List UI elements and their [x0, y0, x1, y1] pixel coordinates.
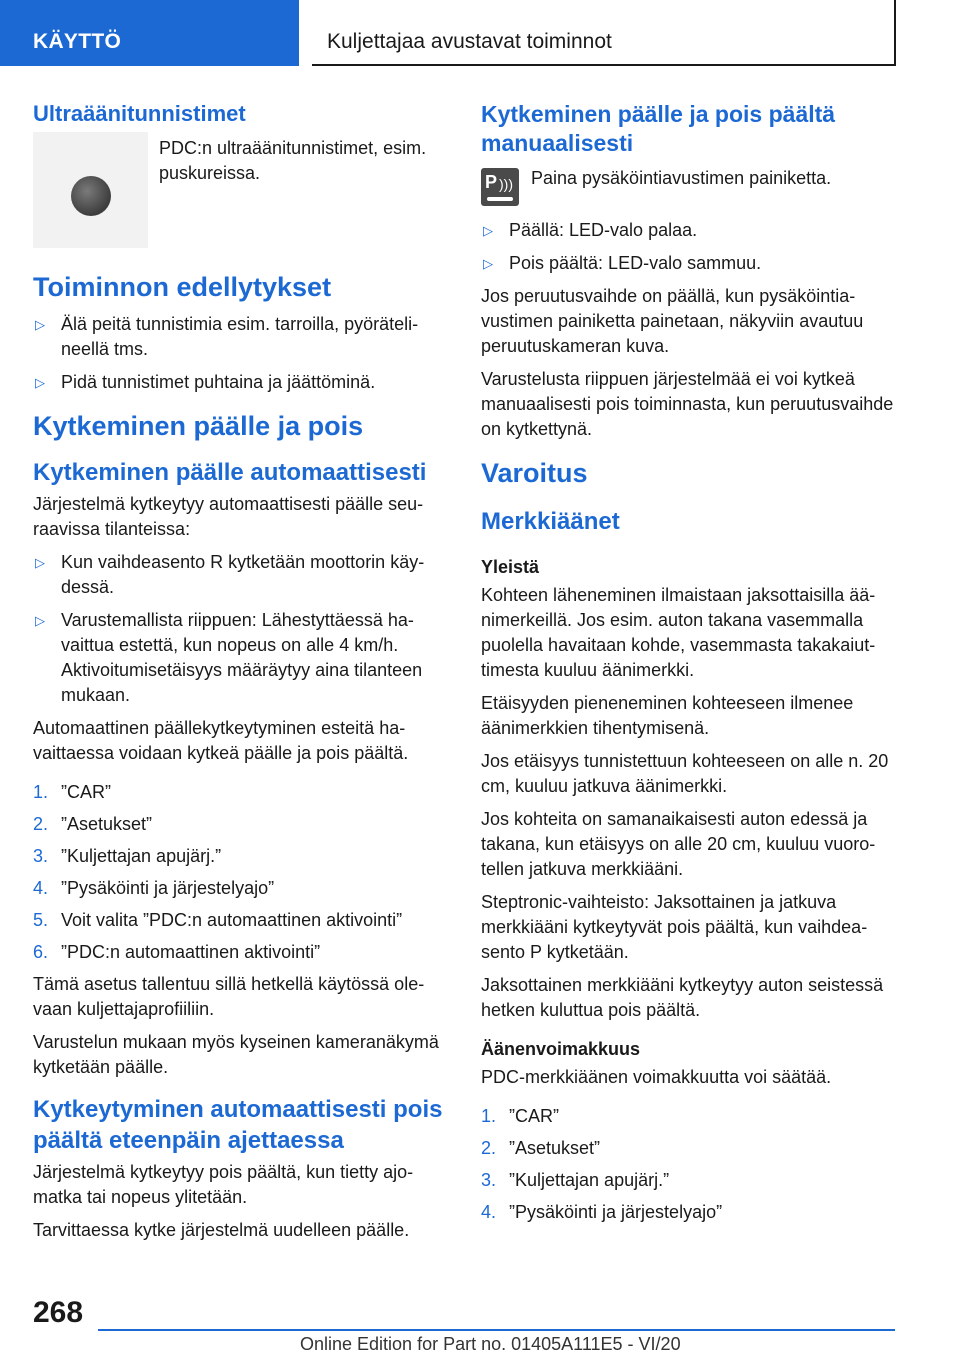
- steps-list: [33, 780, 447, 965]
- list-item: ▷ Älä peitä tunnistimia esim. tarroilla, pyörätelineellä tms.: [33, 312, 447, 362]
- general-heading: Yleistä: [481, 557, 540, 577]
- page-header: [0, 0, 960, 66]
- ultrasonic-sensor-icon: [71, 176, 111, 216]
- step-item: 2. ”Asetukset”: [481, 1138, 601, 1158]
- triangle-bullet-icon: ▷: [35, 555, 45, 570]
- general-p6: Jaksottainen merkkiääni kytkeytyy auton seistessä hetken kuluttua pois päältä.: [481, 975, 884, 1020]
- right-column: [481, 100, 895, 1232]
- general-p1: Kohteen läheneminen ilmaistaan jaksottaisilla äänimerkeillä. Jos esim. auton takana vasemmalla puolella havaitaan kohde, vasemmasta takakaiuttimesta kuuluu äänimerkki.: [481, 585, 876, 680]
- prereq-heading: Toiminnon edellytykset: [33, 272, 332, 302]
- step-item: 2. ”Asetukset”: [33, 814, 153, 834]
- sensors-heading: Ultraäänitunnistimet: [33, 101, 246, 126]
- reverse-text: Jos peruutusvaihde on päällä, kun pysäköintiavustimen painiketta painetaan, näkyviin avautuu peruutuskameran kuva.: [481, 286, 864, 356]
- manual-list: [481, 218, 895, 276]
- section-tab: KÄYTTÖ: [0, 0, 299, 66]
- triangle-bullet-icon: ▷: [35, 317, 45, 332]
- sensors-text: PDC:n ultraäänitunnistimet, esim. puskureissa.: [159, 138, 427, 183]
- step-item: 1. ”CAR”: [481, 1106, 559, 1126]
- edition-text: Online Edition for Part no. 01405A111E5 - VI/20: [300, 1334, 681, 1354]
- volume-steps-list: [481, 1104, 895, 1225]
- triangle-bullet-icon: ▷: [483, 223, 493, 238]
- manual-heading: Kytkeminen päälle ja pois päältä manuaalisesti: [481, 101, 836, 156]
- list-item: ▷ Pidä tunnistimet puhtaina ja jäättöminä.: [33, 370, 447, 395]
- triangle-bullet-icon: ▷: [35, 375, 45, 390]
- list-item: ▷ Päällä: LED-valo palaa.: [481, 218, 895, 243]
- general-p2: Etäisyyden pieneneminen kohteeseen ilmenee äänimerkkien tihentymisenä.: [481, 693, 854, 738]
- auto-list: [33, 550, 447, 708]
- step-item: 3. ”Kuljettajan apujärj.”: [33, 846, 222, 866]
- triangle-bullet-icon: ▷: [483, 256, 493, 271]
- triangle-bullet-icon: ▷: [35, 613, 45, 628]
- step-item: 4. ”Pysäköinti ja järjestelyajo”: [481, 1202, 723, 1222]
- warning-heading: Varoitus: [481, 458, 588, 488]
- sensors-block: [33, 132, 447, 248]
- general-p3: Jos etäisyys tunnistettuun kohteeseen on alle n. 20 cm, kuuluu jatkuva äänimerkki.: [481, 751, 889, 796]
- step-item: 5. Voit valita ”PDC:n automaattinen aktivointi”: [33, 910, 403, 930]
- step-item: 1. ”CAR”: [33, 782, 111, 802]
- chapter-title: Kuljettajaa avustavat toiminnot: [312, 0, 896, 66]
- list-item: ▷ Varustemallista riippuen: Lähestyttäessä havaittua estettä, kun nopeus on alle 4 km/h. Aktivoitumisetäisyys määräytyy aina tilanteen mukaan.: [33, 608, 447, 708]
- parking-assist-button-icon: P ))): [481, 168, 519, 206]
- camera-text: Varustelun mukaan myös kyseinen kameranäkymä kytketään päälle.: [33, 1032, 439, 1077]
- manual-text: Paina pysäköintiavustimen painiketta.: [531, 168, 832, 188]
- onoff-heading: Kytkeminen päälle ja pois: [33, 411, 364, 441]
- saved-text: Tämä asetus tallentuu sillä hetkellä käytössä olevaan kuljettajaprofiiliin.: [33, 974, 425, 1019]
- auto-obstacle-text: Automaattinen päällekytkeytyminen esteitä havaittaessa voidaan kytkeä päälle ja pois päältä.: [33, 718, 409, 763]
- volume-text: PDC-merkkiäänen voimakkuutta voi säätää.: [481, 1067, 832, 1087]
- footer-divider: [98, 1329, 895, 1331]
- left-column: [33, 100, 447, 1251]
- reactivate-text: Tarvittaessa kytke järjestelmä uudelleen päälle.: [33, 1220, 410, 1240]
- volume-heading: Äänenvoimakkuus: [481, 1039, 641, 1059]
- list-item: ▷ Kun vaihdeasento R kytketään moottorin käydessä.: [33, 550, 447, 600]
- step-item: 6. ”PDC:n automaattinen aktivointi”: [33, 942, 321, 962]
- pdc-button-block: [481, 168, 895, 206]
- prereq-list: [33, 312, 447, 395]
- auto-text: Järjestelmä kytkeytyy automaattisesti päälle seuraavissa tilanteissa:: [33, 494, 424, 539]
- auto-heading: Kytkeminen päälle automaattisesti: [33, 459, 427, 486]
- sensor-image: [33, 132, 148, 248]
- signals-heading: Merkkiäänet: [481, 508, 620, 535]
- general-p5: Steptronic-vaihteisto: Jaksottainen ja jatkuva merkkiääni kytkeytyvät pois päältä, kun vaihdeasento P kytketään.: [481, 892, 868, 962]
- autooff-heading: Kytkeytyminen automaattisesti pois päältä eteenpäin ajettaessa: [33, 1096, 443, 1154]
- step-item: 4. ”Pysäköinti ja järjestelyajo”: [33, 878, 275, 898]
- page-number: 268: [33, 1296, 84, 1329]
- list-item: ▷ Pois päältä: LED-valo sammuu.: [481, 251, 895, 276]
- general-p4: Jos kohteita on samanaikaisesti auton edessä ja takana, kun etäisyys on alle 20 cm, kuuluu vuorotellen jatkuva merkkiääni.: [481, 809, 876, 879]
- autooff-text: Järjestelmä kytkeytyy pois päältä, kun tietty ajomatka tai nopeus ylitetään.: [33, 1162, 414, 1207]
- equipment-text: Varustelusta riippuen järjestelmää ei voi kytkeä manuaalisesti pois toiminnasta, kun peruutusvaihde on kytkettynä.: [481, 369, 894, 439]
- step-item: 3. ”Kuljettajan apujärj.”: [481, 1170, 670, 1190]
